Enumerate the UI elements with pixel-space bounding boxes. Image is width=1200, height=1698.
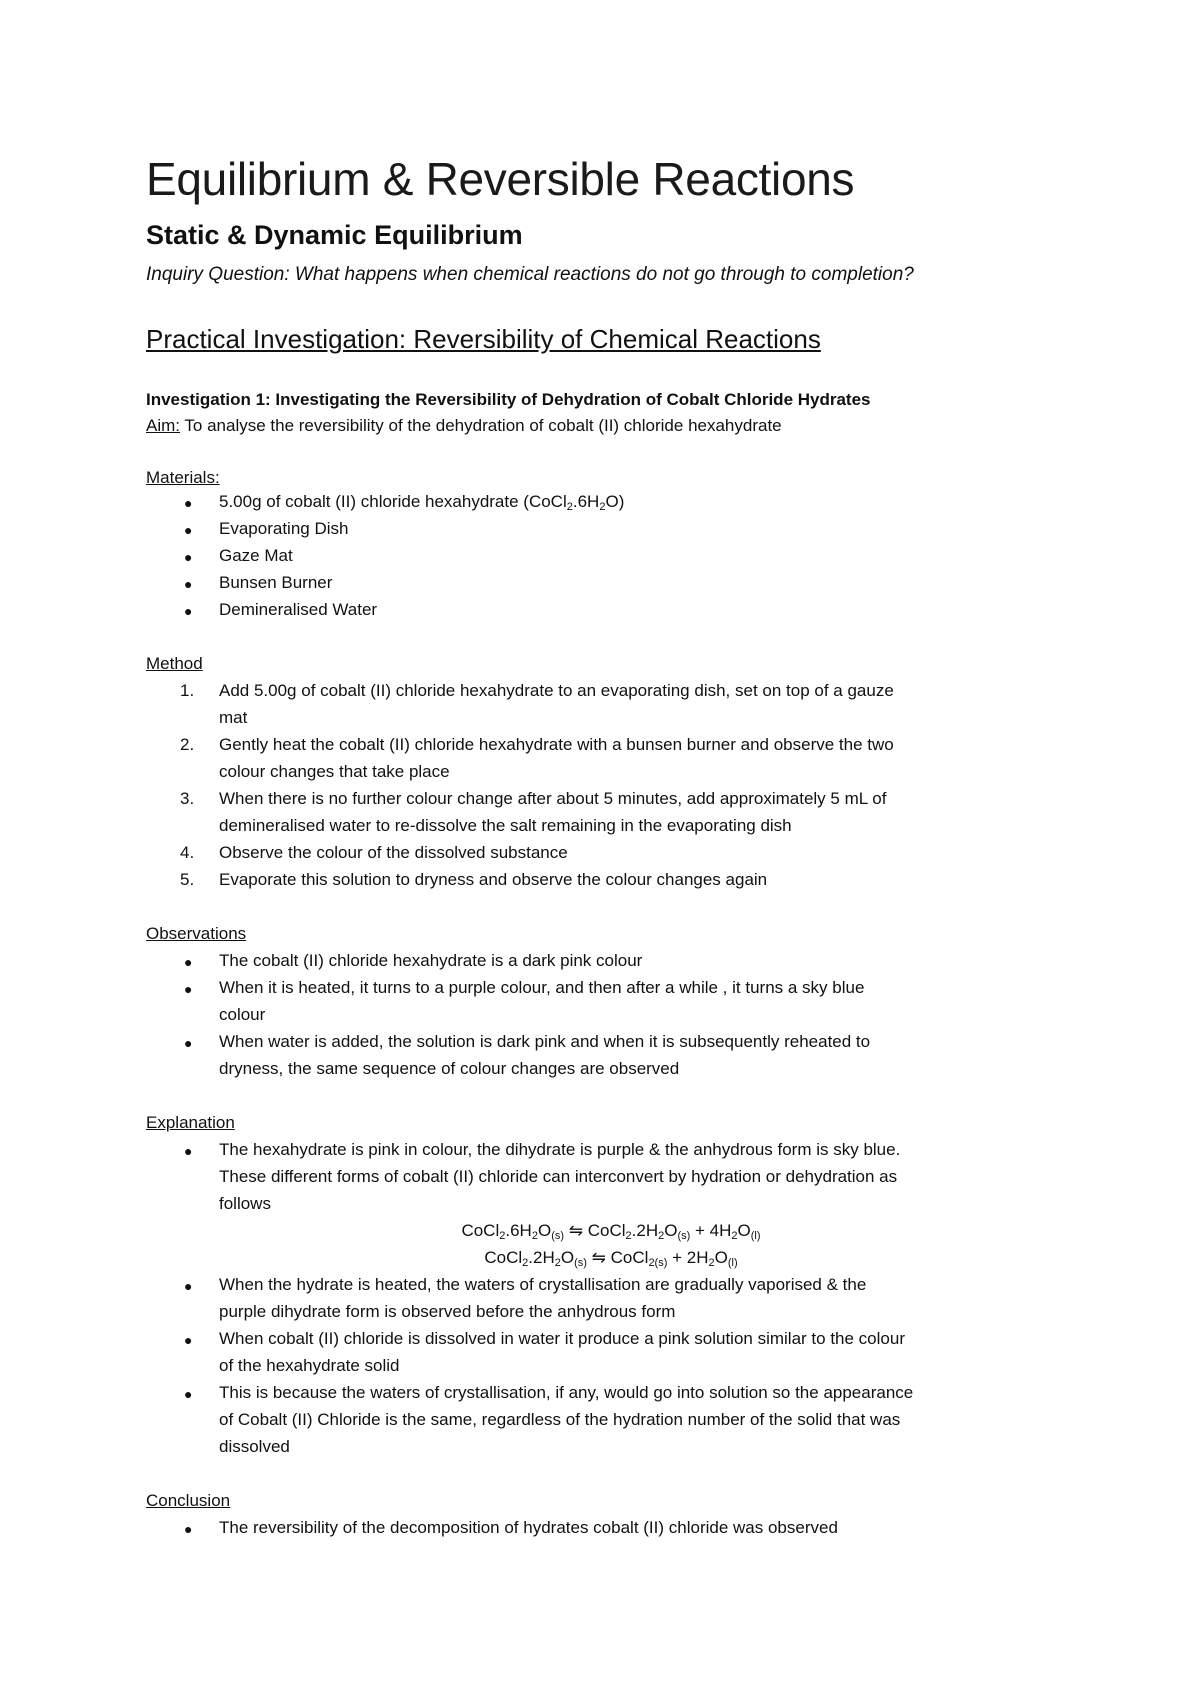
eq-text: .6H	[505, 1221, 532, 1240]
method-step: colour changes that take place	[219, 762, 450, 781]
subscript: 2	[499, 1230, 506, 1242]
subscript: 2	[708, 1257, 715, 1269]
bullet-icon: ●	[184, 1386, 193, 1402]
materials-item: Demineralised Water	[219, 600, 378, 619]
aim-label: Aim:	[146, 416, 180, 435]
subscript: 2	[522, 1257, 529, 1269]
step-number: 3.	[180, 789, 195, 808]
inquiry-question: Inquiry Question: What happens when chemical reactions do not go through to completion?	[146, 264, 914, 285]
subscript: (l)	[750, 1230, 761, 1242]
subscript: (s)	[677, 1230, 691, 1242]
materials-item-text: .6H	[572, 492, 600, 511]
subscript: 2(s)	[648, 1257, 668, 1269]
materials-item-text: 5.00g of cobalt (II) chloride hexahydrate (CoCl	[219, 492, 567, 511]
method-step: mat	[219, 708, 248, 727]
bullet-icon: ●	[184, 1332, 193, 1348]
conclusion-heading: Conclusion	[146, 1491, 231, 1510]
eq-text: O	[537, 1221, 552, 1240]
step-number: 4.	[180, 843, 195, 862]
step-number: 5.	[180, 870, 195, 889]
method-step: Gently heat the cobalt (II) chloride hexahydrate with a bunsen burner and observe the two	[219, 735, 894, 754]
eq-text: + 2H	[667, 1248, 709, 1267]
bullet-icon: ●	[184, 1143, 193, 1159]
eq-text: .2H	[631, 1221, 659, 1240]
subscript: 2	[658, 1230, 665, 1242]
method-step: demineralised water to re-dissolve the salt remaining in the evaporating dish	[219, 816, 792, 835]
bullet-icon: ●	[184, 954, 193, 970]
observation-line: dryness, the same sequence of colour changes are observed	[219, 1059, 680, 1078]
eq-text: CoCl	[461, 1221, 500, 1240]
explanation-line: follows	[219, 1194, 271, 1213]
bullet-icon: ●	[184, 603, 193, 619]
aim-line	[146, 416, 782, 436]
explanation-line: of the hexahydrate solid	[219, 1356, 400, 1375]
bullet-icon: ●	[184, 1035, 193, 1051]
eq-text: .2H	[528, 1248, 555, 1267]
eq-text: + 4H	[690, 1221, 732, 1240]
subscript: (s)	[574, 1257, 587, 1269]
observations-heading: Observations	[146, 924, 247, 943]
bullet-icon: ●	[184, 1521, 193, 1537]
step-number: 2.	[180, 735, 195, 754]
eq-text: CoCl	[587, 1221, 626, 1240]
observation-line: When it is heated, it turns to a purple colour, and then after a while , it turns a sky blue	[219, 978, 865, 997]
bullet-icon: ●	[184, 522, 193, 538]
subscript: 2	[554, 1257, 561, 1269]
method-step: Observe the colour of the dissolved substance	[219, 843, 568, 862]
subscript: 2	[566, 501, 573, 513]
eq-text: O	[714, 1248, 728, 1267]
aim-text: To analyse the reversibility of the dehydration of cobalt (II) chloride hexahydrate	[180, 416, 782, 435]
section-subtitle: Static & Dynamic Equilibrium	[146, 220, 523, 250]
explanation-line: When cobalt (II) chloride is dissolved in water it produce a pink solution similar to the colour	[219, 1329, 905, 1348]
method-step: Evaporate this solution to dryness and observe the colour changes again	[219, 870, 768, 889]
page-title: Equilibrium & Reversible Reactions	[146, 153, 855, 205]
subscript: 2	[531, 1230, 538, 1242]
bullet-icon: ●	[184, 1278, 193, 1294]
eq-text: CoCl	[610, 1248, 649, 1267]
explanation-line: of Cobalt (II) Chloride is the same, regardless of the hydration number of the solid that was	[219, 1410, 901, 1429]
materials-item: Bunsen Burner	[219, 573, 333, 592]
explanation-line: dissolved	[219, 1437, 290, 1456]
observation-line: The cobalt (II) chloride hexahydrate is a dark pink colour	[219, 951, 643, 970]
explanation-heading: Explanation	[146, 1113, 235, 1132]
materials-item: Evaporating Dish	[219, 519, 349, 538]
materials-item: Gaze Mat	[219, 546, 293, 565]
explanation-line: When the hydrate is heated, the waters of crystallisation are gradually vaporised & the	[219, 1275, 867, 1294]
observation-line: colour	[219, 1005, 266, 1024]
method-heading: Method	[146, 654, 203, 673]
subscript: 2	[731, 1230, 738, 1242]
eq-text: O	[664, 1221, 678, 1240]
observation-line: When water is added, the solution is dark pink and when it is subsequently reheated to	[219, 1032, 871, 1051]
method-step: When there is no further colour change after about 5 minutes, add approximately 5 mL of	[219, 789, 887, 808]
equilibrium-arrow-icon: ⇋	[586, 1248, 611, 1267]
explanation-line: The hexahydrate is pink in colour, the dihydrate is purple & the anhydrous form is sky blue.	[219, 1140, 901, 1159]
explanation-line: purple dihydrate form is observed before the anhydrous form	[219, 1302, 676, 1321]
materials-item	[219, 492, 624, 512]
method-step: Add 5.00g of cobalt (II) chloride hexahydrate to an evaporating dish, set on top of a gauze	[219, 681, 894, 700]
explanation-line: These different forms of cobalt (II) chloride can interconvert by hydration or dehydration as	[219, 1167, 898, 1186]
subscript: (s)	[551, 1230, 565, 1242]
bullet-icon: ●	[184, 549, 193, 565]
investigation-heading: Investigation 1: Investigating the Reversibility of Dehydration of Cobalt Chloride Hydrates	[146, 390, 871, 409]
materials-item-text: O)	[605, 492, 625, 511]
subscript: 2	[625, 1230, 632, 1242]
eq-text: O	[560, 1248, 575, 1267]
equation-2	[146, 1248, 1076, 1268]
bullet-icon: ●	[184, 495, 193, 511]
explanation-line: This is because the waters of crystallisation, if any, would go into solution so the appearance	[219, 1383, 914, 1402]
eq-text: CoCl	[484, 1248, 523, 1267]
equilibrium-arrow-icon: ⇋	[564, 1221, 588, 1240]
eq-text: O	[737, 1221, 751, 1240]
materials-heading: Materials:	[146, 468, 220, 487]
conclusion-line: The reversibility of the decomposition of hydrates cobalt (II) chloride was observed	[219, 1518, 838, 1537]
practical-heading: Practical Investigation: Reversibility of Chemical Reactions	[146, 324, 821, 354]
subscript: 2	[599, 501, 606, 513]
bullet-icon: ●	[184, 981, 193, 997]
equation-1	[146, 1221, 1076, 1241]
bullet-icon: ●	[184, 576, 193, 592]
subscript: (l)	[727, 1257, 738, 1269]
step-number: 1.	[180, 681, 195, 700]
